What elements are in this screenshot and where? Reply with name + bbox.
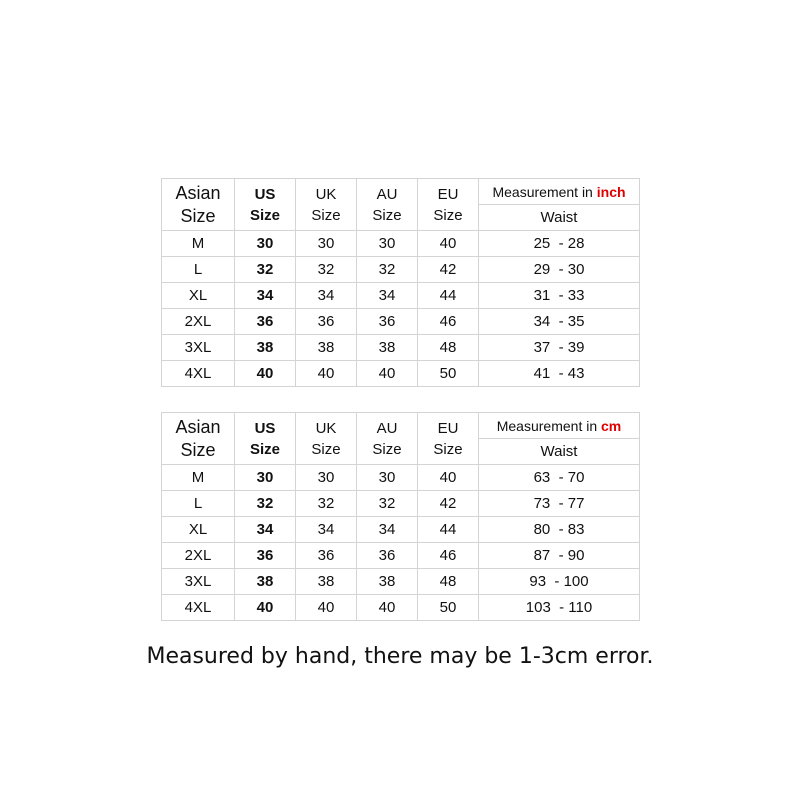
- cell-au: 30: [357, 231, 418, 257]
- header-waist: Waist: [479, 205, 640, 231]
- cell-asian: 4XL: [162, 361, 235, 387]
- table-body: [162, 231, 640, 387]
- cell-eu: 44: [418, 283, 479, 309]
- size-table-cm: [161, 412, 640, 621]
- header-asian-size: Asian Size: [162, 179, 235, 231]
- cell-eu: 48: [418, 569, 479, 595]
- cell-waist: 73 - 77: [479, 491, 640, 517]
- cell-asian: 4XL: [162, 595, 235, 621]
- cell-au: 38: [357, 569, 418, 595]
- cell-us: 34: [235, 283, 296, 309]
- cell-waist: 103 - 110: [479, 595, 640, 621]
- cell-au: 40: [357, 595, 418, 621]
- header-waist: Waist: [479, 439, 640, 465]
- cell-waist: 31 - 33: [479, 283, 640, 309]
- table-row: [162, 283, 640, 309]
- table-row: [162, 335, 640, 361]
- cell-us: 40: [235, 595, 296, 621]
- measurement-unit: inch: [596, 183, 626, 200]
- cell-waist: 25 - 28: [479, 231, 640, 257]
- cell-au: 32: [357, 257, 418, 283]
- cell-eu: 50: [418, 361, 479, 387]
- table-body: [162, 465, 640, 621]
- cell-eu: 46: [418, 543, 479, 569]
- cell-asian: 3XL: [162, 335, 235, 361]
- cell-uk: 30: [296, 465, 357, 491]
- cell-us: 32: [235, 257, 296, 283]
- cell-us: 38: [235, 569, 296, 595]
- cell-asian: XL: [162, 517, 235, 543]
- header-eu-size: EU Size: [418, 179, 479, 231]
- cell-uk: 36: [296, 309, 357, 335]
- table-row: [162, 543, 640, 569]
- cell-us: 36: [235, 543, 296, 569]
- cell-asian: M: [162, 231, 235, 257]
- cell-waist: 29 - 30: [479, 257, 640, 283]
- cell-waist: 63 - 70: [479, 465, 640, 491]
- cell-eu: 48: [418, 335, 479, 361]
- cell-us: 34: [235, 517, 296, 543]
- cell-us: 38: [235, 335, 296, 361]
- header-uk-size: UK Size: [296, 413, 357, 465]
- header-au-size: AU Size: [357, 179, 418, 231]
- cell-asian: 3XL: [162, 569, 235, 595]
- cell-eu: 40: [418, 231, 479, 257]
- header-us-size: US Size: [235, 179, 296, 231]
- size-table-inch: [161, 178, 640, 387]
- table-row: [162, 309, 640, 335]
- cell-asian: L: [162, 491, 235, 517]
- cell-uk: 32: [296, 491, 357, 517]
- cell-au: 36: [357, 543, 418, 569]
- cell-au: 34: [357, 283, 418, 309]
- header-asian-size: Asian Size: [162, 413, 235, 465]
- cell-asian: 2XL: [162, 309, 235, 335]
- cell-eu: 46: [418, 309, 479, 335]
- cell-asian: XL: [162, 283, 235, 309]
- cell-au: 34: [357, 517, 418, 543]
- cell-au: 38: [357, 335, 418, 361]
- header-measurement: Measurement in cm: [479, 413, 640, 439]
- cell-waist: 34 - 35: [479, 309, 640, 335]
- cell-au: 30: [357, 465, 418, 491]
- table-row: [162, 517, 640, 543]
- header-eu-size: EU Size: [418, 413, 479, 465]
- cell-eu: 42: [418, 257, 479, 283]
- cell-au: 36: [357, 309, 418, 335]
- cell-uk: 30: [296, 231, 357, 257]
- cell-waist: 80 - 83: [479, 517, 640, 543]
- measurement-note: Measured by hand, there may be 1-3cm error.: [146, 644, 654, 669]
- cell-uk: 34: [296, 283, 357, 309]
- cell-asian: M: [162, 465, 235, 491]
- header-uk-size: UK Size: [296, 179, 357, 231]
- cell-asian: L: [162, 257, 235, 283]
- table-row: [162, 595, 640, 621]
- cell-eu: 44: [418, 517, 479, 543]
- cell-uk: 34: [296, 517, 357, 543]
- cell-uk: 40: [296, 595, 357, 621]
- cell-uk: 40: [296, 361, 357, 387]
- cell-waist: 87 - 90: [479, 543, 640, 569]
- table-row: [162, 257, 640, 283]
- table-row: [162, 465, 640, 491]
- header-measurement: Measurement in inch: [479, 179, 640, 205]
- cell-us: 30: [235, 231, 296, 257]
- cell-uk: 38: [296, 569, 357, 595]
- cell-waist: 93 - 100: [479, 569, 640, 595]
- cell-eu: 42: [418, 491, 479, 517]
- cell-uk: 38: [296, 335, 357, 361]
- measurement-unit: cm: [601, 417, 622, 434]
- cell-au: 32: [357, 491, 418, 517]
- header-us-size: US Size: [235, 413, 296, 465]
- cell-uk: 36: [296, 543, 357, 569]
- cell-asian: 2XL: [162, 543, 235, 569]
- cell-us: 30: [235, 465, 296, 491]
- cell-uk: 32: [296, 257, 357, 283]
- cell-au: 40: [357, 361, 418, 387]
- cell-eu: 50: [418, 595, 479, 621]
- cell-us: 32: [235, 491, 296, 517]
- cell-eu: 40: [418, 465, 479, 491]
- table-row: [162, 231, 640, 257]
- table-row: [162, 361, 640, 387]
- table-row: [162, 569, 640, 595]
- cell-waist: 37 - 39: [479, 335, 640, 361]
- cell-waist: 41 - 43: [479, 361, 640, 387]
- header-au-size: AU Size: [357, 413, 418, 465]
- cell-us: 40: [235, 361, 296, 387]
- cell-us: 36: [235, 309, 296, 335]
- table-row: [162, 491, 640, 517]
